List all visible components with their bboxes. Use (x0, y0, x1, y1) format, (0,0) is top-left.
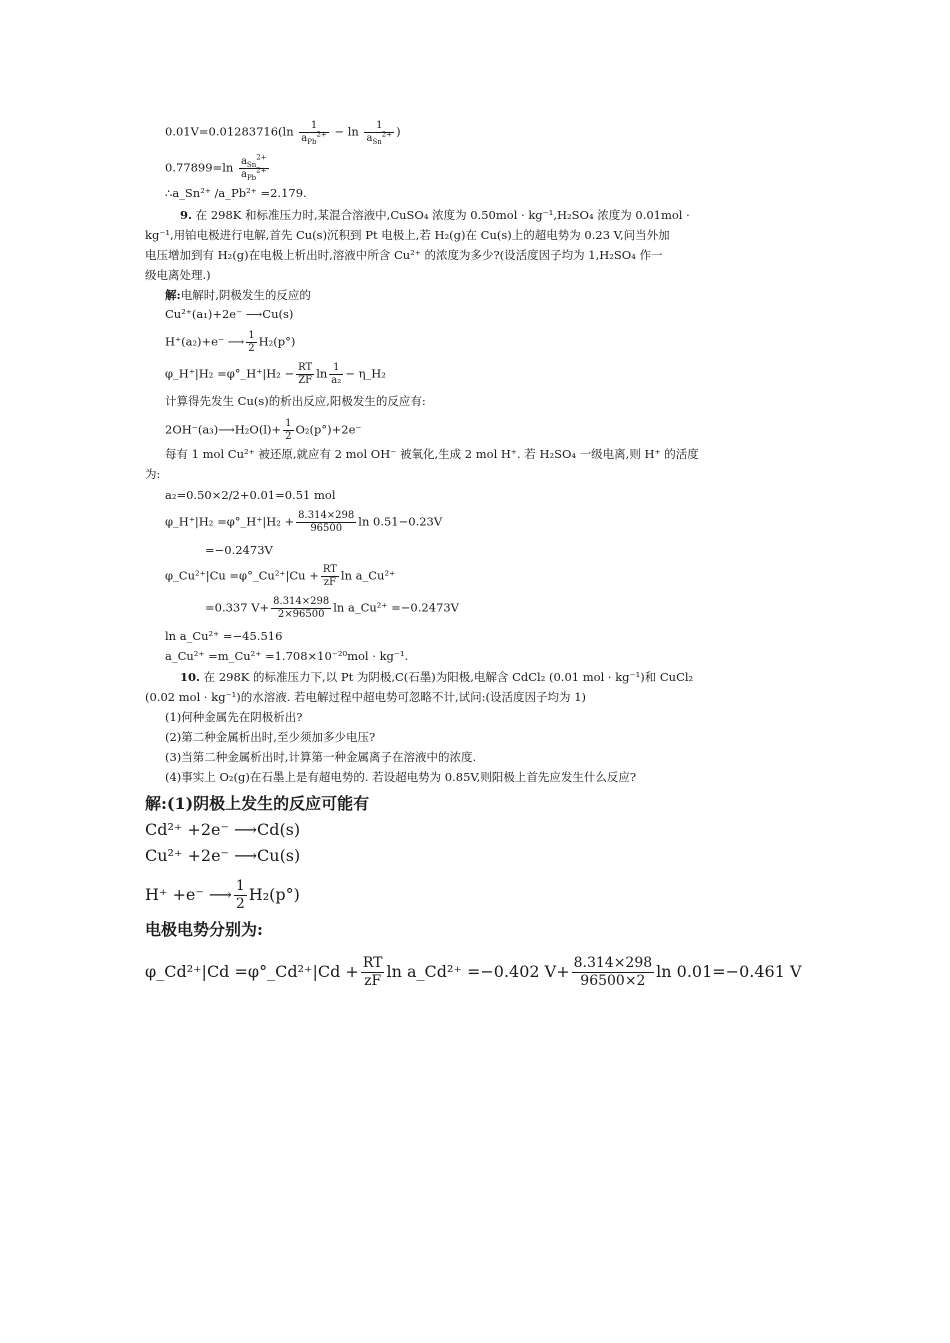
eq-line-2: 0.77899=ln $\frac{a_{Sn}^{2+}}{a_{Pb}^{2+}}$ (165, 153, 267, 182)
s9-p1: 每有 1 mol Cu²⁺ 被还原,就应有 2 mol OH⁻ 被氧化,生成 2 mol H⁺. 若 H₂SO₄ 一级电离,则 H⁺ 的活度 (165, 447, 699, 461)
s9-e4: =0.337 V+ $\frac{8.314\times 298}{2\times 96500}$ ln a_Cu²⁺ =−0.2473V (205, 596, 459, 620)
s9-r1: Cu²⁺(a₁)+2e⁻ ⟶Cu(s) (165, 307, 294, 321)
q10-line-2: (0.02 mol · kg⁻¹)的水溶液. 若电解过程中超电势可忽略不计,试问:(设活度因子均为 1) (145, 690, 587, 704)
s9-r4: 2OH⁻(a₃)⟶H₂O(l)+ $\frac{1}{2}$ O₂(p°)+2e⁻ (165, 418, 362, 442)
q9-line-3: 电压增加到有 H₂(g)在电极上析出时,溶液中所含 Cu²⁺ 的浓度为多少?(设活度因子均为 1,H₂SO₄ 作一 (145, 248, 663, 262)
q10-item-1: (1)何种金属先在阴极析出? (165, 710, 303, 724)
q9-line-1: 9. 在 298K 和标准压力时,某混合溶液中,CuSO₄ 浓度为 0.50mol · kg⁻¹,H₂SO₄ 浓度为 0.01mol · (180, 208, 690, 222)
eq1-frac-2: $\frac{1}{a_{Sn}^{2+}}$ (366, 120, 393, 146)
s10-head: 解:(1)阴极上发生的反应可能有 (145, 794, 370, 813)
eq-line-3: ∴a_Sn²⁺ /a_Pb²⁺ =2.179. (165, 186, 307, 200)
s10-r1: Cd²⁺ +2e⁻ ⟶Cd(s) (145, 820, 301, 839)
s9-e1: φ_H⁺|H₂ =φ°_H⁺|H₂ + $\frac{8.314\times 298}{96500}$ ln 0.51−0.23V (165, 510, 443, 534)
s9-e3: φ_Cu²⁺|Cu =φ°_Cu²⁺|Cu + $\frac{RT}{zF}$ ln a_Cu²⁺ (165, 564, 396, 588)
eq2-frac: $\frac{a_{Sn}^{2+}}{a_{Pb}^{2+}}$ (240, 153, 267, 182)
q10-item-3: (3)当第二种金属析出时,计算第一种金属离子在溶液中的浓度. (165, 750, 477, 764)
s10-r3: H⁺ +e⁻ ⟶ $\frac{1}{2}$ H₂(p°) (145, 878, 300, 912)
q10-line-1: 10. 在 298K 的标准压力下,以 Pt 为阴极,C(石墨)为阳极,电解含 CdCl₂ (0.01 mol · kg⁻¹)和 CuCl₂ (180, 670, 694, 684)
q9-line-2: kg⁻¹,用铂电极进行电解,首先 Cu(s)沉积到 Pt 电极上,若 H₂(g)在 Cu(s)上的超电势为 0.23 V,问当外加 (145, 228, 670, 242)
s10-pot: 电极电势分别为: (145, 920, 263, 939)
s9-r2: H⁺(a₂)+e⁻ ⟶ $\frac{1}{2}$ H₂(p°) (165, 330, 296, 354)
eq1-frac-1: $\frac{1}{a_{Pb}^{2+}}$ (301, 120, 327, 146)
s9-e6: a_Cu²⁺ =m_Cu²⁺ =1.708×10⁻²⁰mol · kg⁻¹. (165, 649, 409, 663)
s10-formula: φ_Cd²⁺|Cd =φ°_Cd²⁺|Cd + $\frac{RT}{zF}$ ln a_Cd²⁺ =−0.402 V+ $\frac{8.314\times 298}{96500\times 2}$ ln 0.01=−0.461 V (145, 955, 802, 989)
eq1-pre: 0.01V=0.01283716(ln (165, 124, 298, 139)
eq-line-1: 0.01V=0.01283716(ln $\frac{1}{a_{Pb}^{2+}}$ − ln $\frac{1}{a_{Sn}^{2+}}$ ) (165, 120, 401, 146)
q9-line-4: 级电离处理.) (145, 268, 211, 282)
s9-e2: =−0.2473V (205, 543, 273, 557)
s9-a2: a₂=0.50×2/2+0.01=0.51 mol (165, 488, 336, 502)
q10-item-2: (2)第二种金属析出时,至少须加多少电压? (165, 730, 376, 744)
s9-e5: ln a_Cu²⁺ =−45.516 (165, 629, 283, 643)
s9-calc: 计算得先发生 Cu(s)的析出反应,阳极发生的反应有: (165, 394, 426, 408)
q10-item-4: (4)事实上 O₂(g)在石墨上是有超电势的. 若设超电势为 0.85V,则阳极上首先应发生什么反应? (165, 770, 637, 784)
s9-r3: φ_H⁺|H₂ =φ°_H⁺|H₂ − $\frac{RT}{ZF}$ ln $\frac{1}{\text{a₂}}$ − η_H₂ (165, 362, 386, 386)
s10-r2: Cu²⁺ +2e⁻ ⟶Cu(s) (145, 846, 301, 865)
s9-p2: 为: (145, 467, 161, 481)
s9-head: 解:电解时,阴极发生的反应的 (165, 288, 311, 302)
